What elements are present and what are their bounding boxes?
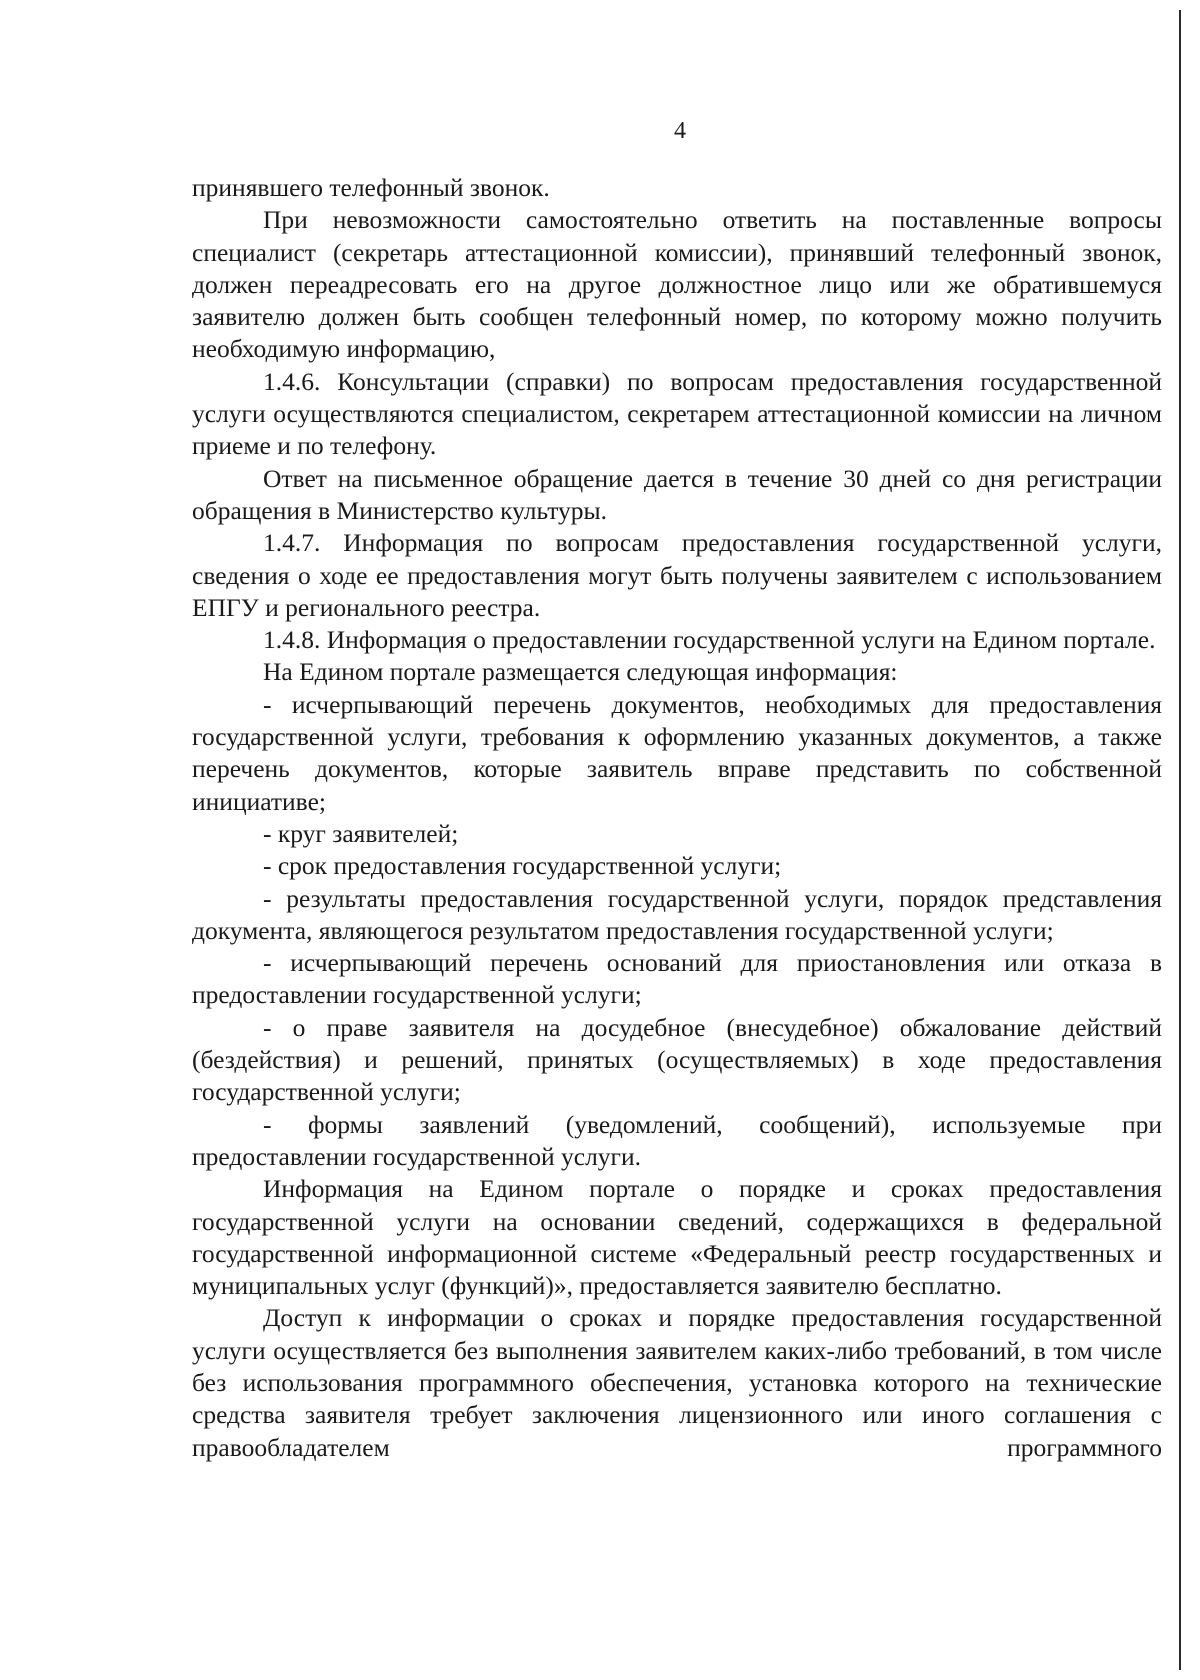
list-item-applicants: - круг заявителей; — [263, 818, 459, 848]
list-item-results: - результаты предоставления государственной услуги, порядок представления документа, являющегося результатом предоставления государственной услуги; — [192, 883, 1162, 945]
paragraph-portal-info-intro: На Едином портале размещается следующая информация: — [263, 657, 898, 687]
page-number: 4 — [674, 118, 686, 144]
list-item-documents: - исчерпывающий перечень документов, необходимых для предоставления государственной услуги, требования к оформлению указанных документов, а также перечень документов, которые заявитель вправе представить по собственной инициативе; — [192, 689, 1162, 816]
paragraph-1-4-6-consultations: 1.4.6. Консультации (справки) по вопросам предоставления государственной услуги осуществляются специалистом, секретарем аттестационной комиссии на личном приеме и по телефону. — [192, 366, 1162, 461]
paragraph-free-information: Информация на Едином портале о порядке и сроках предоставления государственной услуги на основании сведений, содержащихся в федеральной государственной информационной системе «Федеральный реестр государственных и муниципальных услуг (функций)», предоставляется заявителю бесплатно. — [192, 1174, 1162, 1301]
list-item-term: - срок предоставления государственной услуги; — [263, 851, 782, 881]
list-item-refusal-grounds: - исчерпывающий перечень оснований для приостановления или отказа в предоставлении государственной услуги; — [192, 948, 1162, 1010]
paragraph-redirect-call: При невозможности самостоятельно ответить на поставленные вопросы специалист (секретарь аттестационной комиссии), принявший телефонный звонок, должен переадресовать его на другое должностное лицо или же обратившемуся заявителю должен быть сообщен телефонный номер, по которому можно получить необходимую информацию, — [192, 205, 1162, 364]
paragraph-written-reply: Ответ на письменное обращение дается в течение 30 дней со дня регистрации обращения в Министерство культуры. — [192, 463, 1162, 525]
list-item-appeal-right: - о праве заявителя на досудебное (внесудебное) обжалование действий (бездействия) и решений, принятых (осуществляемых) в ходе предоставления государственной услуги; — [192, 1012, 1162, 1107]
paragraph-access-information: Доступ к информации о сроках и порядке предоставления государственной услуги осуществляется без выполнения заявителем каких-либо требований, в том числе без использования программного обеспечения, установка которого на технические средства заявителя требует заключения лицензионного или иного соглашения с правообладателем программного — [192, 1303, 1162, 1462]
list-item-forms: - формы заявлений (уведомлений, сообщений), используемые при предоставлении государственной услуги. — [192, 1109, 1162, 1171]
paragraph-1-4-8-portal: 1.4.8. Информация о предоставлении государственной услуги на Едином портале. — [263, 625, 1156, 655]
scan-edge-line — [1179, 10, 1181, 1670]
document-body — [192, 172, 1162, 1464]
paragraph-1-4-7-information: 1.4.7. Информация по вопросам предоставления государственной услуги, сведения о ходе ее предоставления могут быть получены заявителем с использованием ЕПГУ и регионального реестра. — [192, 528, 1162, 622]
paragraph-call-continuation: принявшего телефонный звонок. — [192, 173, 550, 202]
